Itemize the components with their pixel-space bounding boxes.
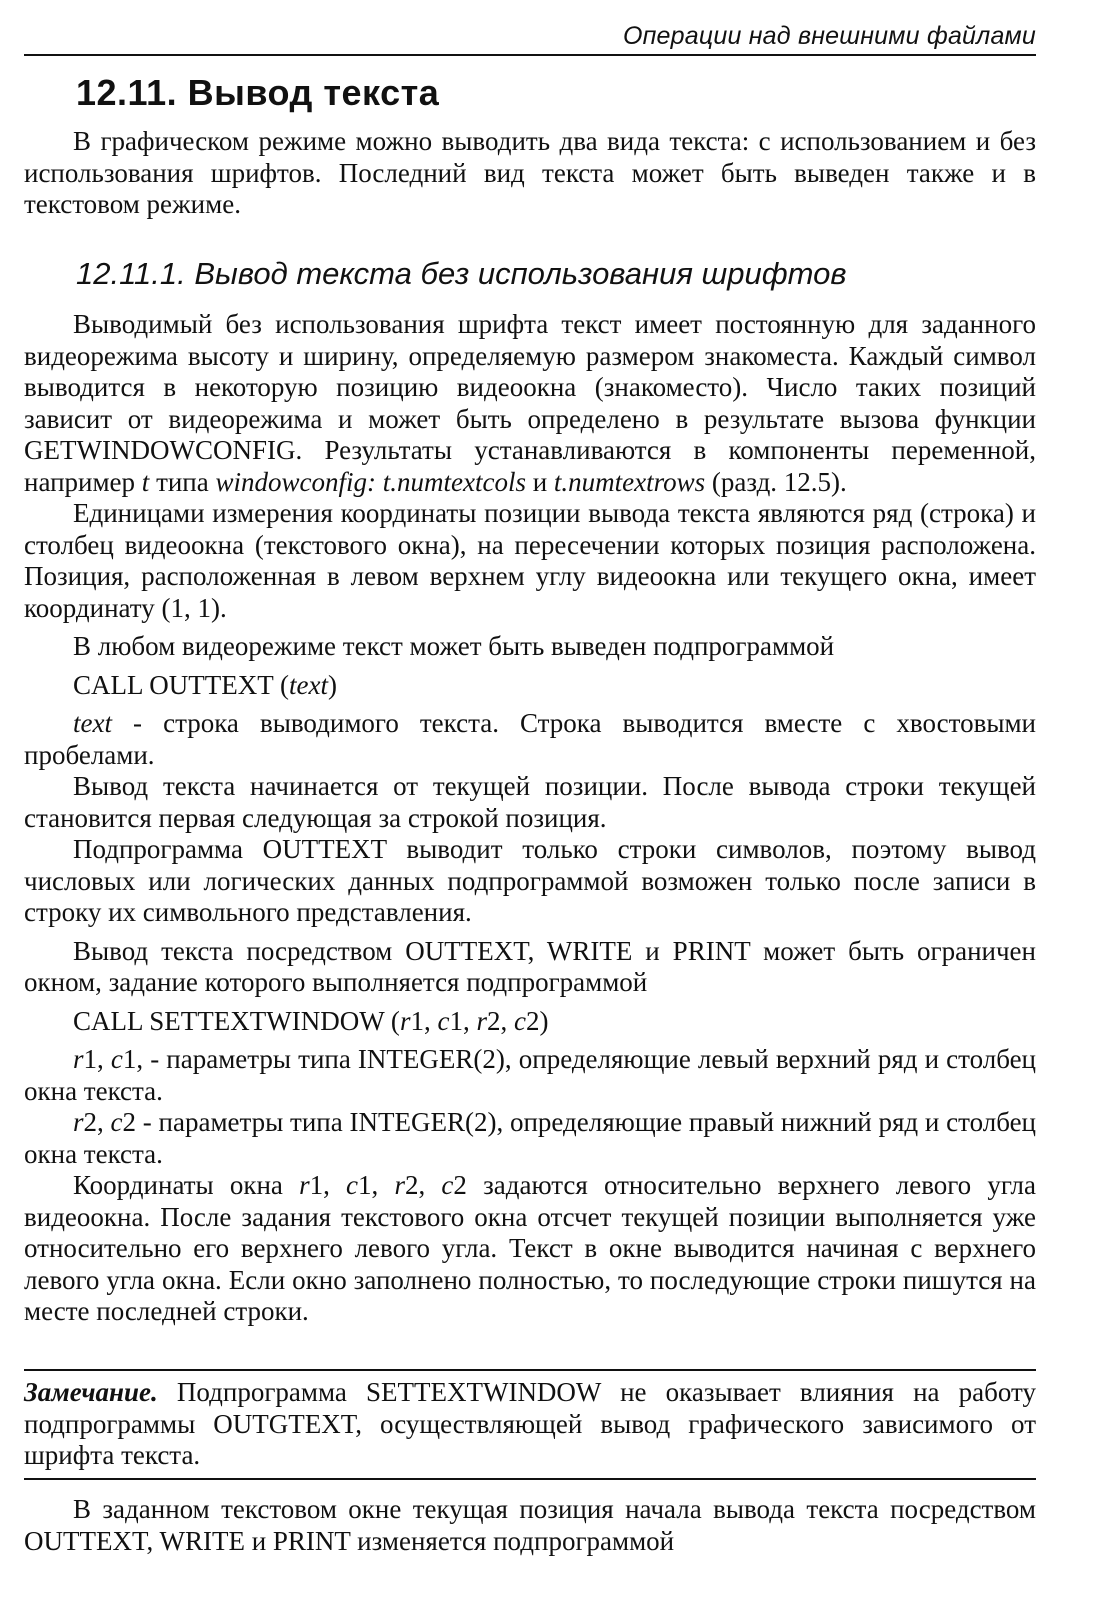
p1-field-rows: t.numtextrows xyxy=(553,466,706,497)
call1-arg: text xyxy=(288,669,328,700)
call1-tail: ) xyxy=(327,669,337,700)
closing-paragraph: В заданном текстовом окне текущая позиция начала вывода текста посредством OUTTEXT, WRITE и PRINT изменяется подпрограммой xyxy=(24,1494,1036,1556)
call-outtext xyxy=(24,670,1036,702)
p1-var-t: t xyxy=(141,466,150,497)
note-top-rule xyxy=(24,1369,1036,1371)
section-intro: В графическом режиме можно выводить два вида текста: с использованием и без использования шрифтов. Последний вид текста может быть выведен также и в текстовом режиме. xyxy=(24,126,1036,219)
p10-r2n: 2, xyxy=(404,1170,442,1200)
paragraph-10 xyxy=(24,1170,1036,1328)
p1-and: и xyxy=(525,466,554,497)
paragraph-4 xyxy=(24,708,1036,771)
call2-r2: r xyxy=(476,1005,487,1036)
paragraph-6: Подпрограмма OUTTEXT выводит только строки символов, поэтому вывод числовых или логических данных подпрограммой возможен только после записи в строку их символьного представления. xyxy=(24,834,1036,927)
section-title: 12.11. Вывод текста xyxy=(76,72,440,113)
p4-arg: text xyxy=(73,708,112,738)
header-rule xyxy=(24,54,1036,56)
p8-rn: 1, xyxy=(83,1044,111,1074)
call2-r1: r xyxy=(399,1005,411,1036)
call2-c2n: 2) xyxy=(525,1005,549,1036)
closing-block xyxy=(24,1494,1036,1557)
call2-c2: c xyxy=(513,1005,526,1036)
p8-cn: 1, xyxy=(122,1044,144,1074)
p9-c: c xyxy=(110,1107,123,1137)
p1-field-cols: t.numtextcols xyxy=(382,466,526,497)
call2-r2n: 2, xyxy=(486,1005,514,1036)
subsection-body xyxy=(24,309,1036,1328)
p8-rest: - параметры типа INTEGER(2), определяющие левый верхний ряд и столбец окна текста. xyxy=(24,1044,1037,1106)
p1-type-name: windowconfig: xyxy=(215,466,376,497)
p1-text: Выводимый без использования шрифта текст имеет постоянную для заданного видеорежима высоту и ширину, определяемую размером знакоместа. Каждый символ выводится в некоторую позицию видеоокна (знакоместо). Число таких позиций зависит от видеорежима и может быть определено в результате вызова функции GETWINDOWCONFIG. Результаты устанавливаются в компоненты переменной, например xyxy=(24,309,1036,497)
note-paragraph xyxy=(24,1377,1036,1472)
p4-rest: - строка выводимого текста. Строка выводится вместе с хвостовыми пробелами. xyxy=(24,708,1036,770)
p1-space xyxy=(376,467,383,497)
call2-head: CALL SETTEXTWINDOW ( xyxy=(73,1005,400,1036)
call-settextwindow xyxy=(24,1006,1036,1038)
paragraph-2: Единицами измерения координаты позиции вывода текста являются ряд (строка) и столбец видеоокна (текстового окна), на пересечении которых позиция расположена. Позиция, расположенная в левом верхнем углу видеоокна или текущего окна, имеет координату (1, 1). xyxy=(24,498,1036,623)
p9-cn: 2 xyxy=(122,1107,137,1137)
p1-type-word: типа xyxy=(149,466,216,497)
section-intro-block xyxy=(24,126,1036,221)
subsection-title: 12.11.1. Вывод текста без использования шрифтов xyxy=(76,256,847,291)
note-text: Подпрограмма SETTEXTWINDOW не оказывает влияния на работу подпрограммы OUTGTEXT, осуществляющей вывод графического зависимого от шрифта текста. xyxy=(24,1377,1036,1470)
paragraph-1 xyxy=(24,309,1036,498)
p10-r1: r xyxy=(299,1170,310,1200)
p10-r2: r xyxy=(394,1170,405,1200)
p10-c2n: 2 xyxy=(453,1170,467,1200)
note-block xyxy=(24,1377,1036,1472)
call2-c1: c xyxy=(437,1005,450,1036)
p9-rn: 2, xyxy=(83,1107,111,1137)
call1-head: CALL OUTTEXT ( xyxy=(73,669,289,700)
p9-r: r xyxy=(73,1107,84,1137)
note-label: Замечание. xyxy=(24,1377,158,1407)
paragraph-9 xyxy=(24,1107,1036,1170)
p10-rest: задаются относительно верхнего левого угла видеоокна. После задания текстового окна отсчет текущей позиции выполняется уже относительно его верхнего левого угла. Текст в окне выводится начиная с верхнего левого угла окна. Если окно заполнено полностью, то последующие строки пишутся на месте последней строки. xyxy=(24,1170,1037,1326)
paragraph-3: В любом видеорежиме текст может быть выведен подпрограммой xyxy=(73,631,835,661)
p10-a: Координаты окна xyxy=(73,1170,300,1200)
running-head: Операции над внешними файлами xyxy=(622,22,1036,50)
paragraph-8 xyxy=(24,1044,1036,1107)
call2-c1n: 1, xyxy=(449,1005,477,1036)
p8-r: r xyxy=(73,1044,84,1074)
p10-c1n: 1, xyxy=(358,1170,395,1200)
p9-rest: - параметры типа INTEGER(2), определяющие правый нижний ряд и столбец окна текста. xyxy=(24,1107,1037,1169)
p10-r1n: 1, xyxy=(309,1170,347,1200)
paragraph-7: Вывод текста посредством OUTTEXT, WRITE и PRINT может быть ограничен окном, задание которого выполняется подпрограммой xyxy=(24,935,1036,997)
p1-tail: (разд. 12.5). xyxy=(705,466,847,497)
p10-c2: c xyxy=(441,1170,454,1200)
p10-c1: c xyxy=(346,1170,359,1200)
call2-r1n: 1, xyxy=(410,1005,438,1036)
p8-c: c xyxy=(110,1044,123,1074)
note-bottom-rule xyxy=(24,1478,1036,1480)
paragraph-5: Вывод текста начинается от текущей позиции. После вывода строки текущей становится первая следующая за строкой позиция. xyxy=(24,771,1036,833)
